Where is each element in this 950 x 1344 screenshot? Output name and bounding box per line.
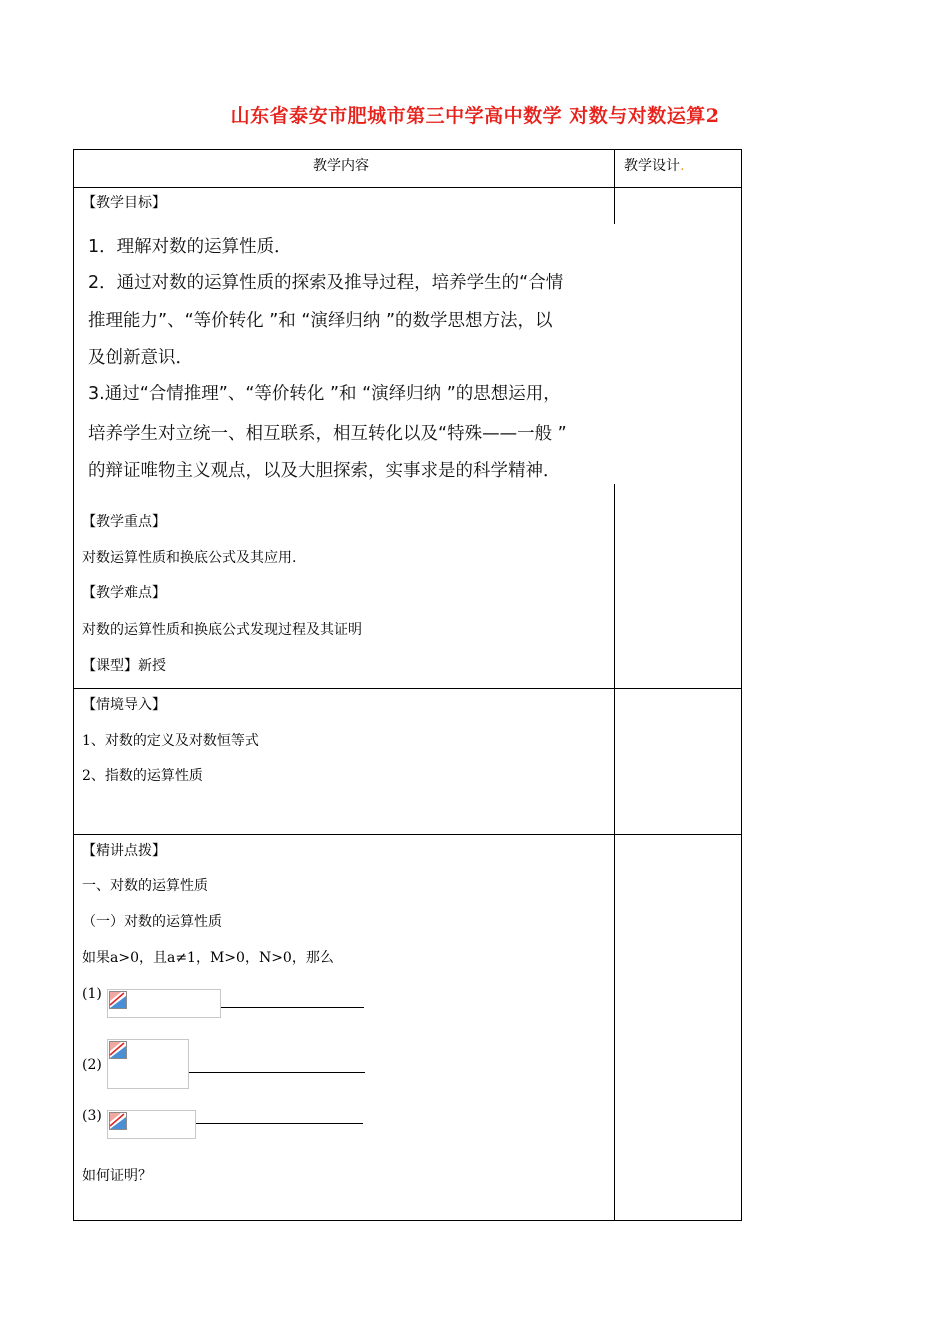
formula-image [107,1110,196,1139]
goal-line: 1．理解对数的运算性质． [88,237,292,257]
answer-blank [196,1123,363,1124]
header-row-line [74,187,741,188]
formula-label: (2) [82,1057,102,1073]
formula-image [107,989,221,1018]
lesson-type: 【课型】新授 [82,658,166,674]
answer-blank [221,1007,364,1008]
intro-item: 1、对数的定义及对数恒等式 [82,733,259,749]
lecture-condition: 如果a>0，且a≠1，M>0，N>0，那么 [82,950,334,966]
header-teaching-content: 教学内容 [313,158,369,174]
document-title: 山东省泰安市肥城市第三中学高中数学 对数与对数运算2 [230,105,720,127]
goal-line: 培养学生对立统一、相互联系，相互转化以及“特殊——一般 ” [88,424,567,444]
intro-heading: 【情境导入】 [82,697,166,713]
broken-image-icon [109,991,127,1009]
key-points-text: 对数运算性质和换底公式及其应用. [82,550,297,566]
broken-image-icon [109,1112,127,1130]
goal-line: 推理能力”、“等价转化 ”和 “演绎归纳 ”的数学思想方法，以 [88,311,553,331]
goal-line: 2．通过对数的运算性质的探索及推导过程，培养学生的“合情 [88,273,564,293]
header-teaching-design: 教学设计. [624,158,685,174]
goal-line: 3.通过“合情推理”、“等价转化 ”和 “演绎归纳 ”的思想运用， [88,384,561,404]
intro-item: 2、指数的运算性质 [82,768,203,784]
answer-blank [189,1072,365,1073]
lecture-question: 如何证明？ [82,1168,152,1184]
row-line [74,688,741,689]
difficulties-heading: 【教学难点】 [82,585,166,601]
goal-line: 及创新意识． [88,348,193,368]
formula-label: (3) [82,1108,102,1124]
lecture-subsection: （一）对数的运算性质 [82,914,222,930]
key-points-heading: 【教学重点】 [82,514,166,530]
lecture-section: 一、对数的运算性质 [82,878,208,894]
goal-line: 的辩证唯物主义观点，以及大胆探索，实事求是的科学精神． [88,461,561,481]
formula-image [107,1039,189,1089]
column-divider [614,484,615,1220]
goals-heading: 【教学目标】 [82,195,166,211]
formula-label: (1) [82,986,102,1002]
row-line [74,834,741,835]
broken-image-icon [109,1041,127,1059]
lecture-heading: 【精讲点拨】 [82,843,166,859]
difficulties-text: 对数的运算性质和换底公式发现过程及其证明 [82,622,362,638]
lesson-table [73,149,742,1221]
